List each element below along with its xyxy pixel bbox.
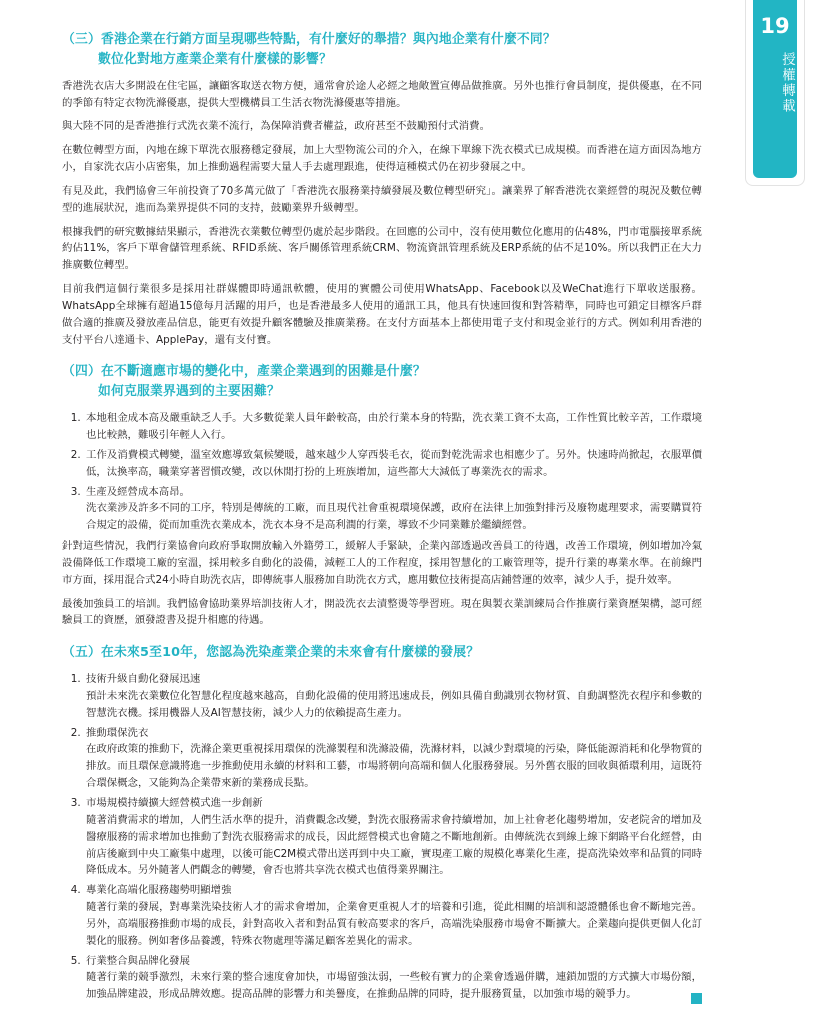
side-tab-label: 授權轉載 (779, 52, 795, 114)
list-item (84, 795, 702, 879)
list-item-title: 2. 推動環保洗衣 (86, 726, 149, 739)
section-heading-4-line2: 如何克服業界遇到的主要困難？ (98, 384, 280, 400)
paragraph: 香港洗衣店大多開設在住宅區，讓顧客取送衣物方便，通常會於途人必經之地敞置宣傳品做推廣。另外也推行會員制度，提供優惠，在不同的季節有特定衣物洗滌優惠，提供大型機構員工生活衣物洗滌優惠等措施。 (62, 79, 702, 109)
list-item (84, 484, 702, 535)
document-content (62, 30, 702, 1007)
list-item-detail: 隨著行業的競爭激烈，未來行業的整合速度會加快，市場留強汰弱，一些較有實力的企業會透過併購，連鎖加盟的方式擴大市場份額，加強品牌建設，形成品牌效應。提高品牌的影響力和美譽度，在推動品牌的同時，提升服務質量，以加強市場的競爭力。 (86, 971, 702, 1001)
paragraph: 最後加強員工的培訓。我們協會協助業界培訓技術人才，開設洗衣去漬整燙等學習班。現在與製衣業訓練局合作推廣行業資歷架構，認可經驗員工的資歷，頒發證書及提升相應的待遇。 (62, 597, 702, 627)
section-heading-3 (62, 30, 702, 70)
list-item-detail: 預計未來洗衣業數位化智慧化程度越來越高，自動化設備的使用將迅速成長，例如具備自動識別衣物材質、自動調整洗衣程序和參數的智慧洗衣機。採用機器人及AI智慧技術，減少人力的依賴提高生產力。 (86, 689, 702, 719)
list-item (84, 410, 702, 444)
list-item-title: 1. 技術升級自動化發展迅速 (86, 673, 201, 686)
list-item-detail: 隨著行業的發展，對專業洗染技術人才的需求會增加，企業會更重視人才的培養和引進，從此相關的培訓和認證體係也會不斷地完善。 (86, 901, 702, 914)
list-item (84, 671, 702, 722)
paragraph: 與大陸不同的是香港推行式洗衣業不流行，為保障消費者權益，政府甚至不鼓勵預付式消費。 (62, 120, 491, 133)
section-heading-5 (62, 643, 702, 663)
section-heading-4-line1: （四）在不斷適應市場的變化中，產業企業遇到的困難是什麼？ (62, 364, 426, 380)
paragraph: 針對這些情況，我們行業協會向政府爭取開放輸入外籍勞工，緩解人手緊缺，企業內部透過改善員工的待遇，改善工作環境，例如增加冷氣設備降低工作環境工廠的室溫，採用較多自動化的設備，減輕工人的工作程度，採用智慧化的工廠管理等，提升行業的專業水準。在前線門市方面，採用混合式24小時自助洗衣店，即傳統事人服務加自助洗衣方式，應用數位技術提高店鋪營運的效率，減少人手，提升效率。 (62, 540, 702, 586)
list-item (84, 882, 702, 949)
list-item-title: 3. 生產及經營成本高昂。 (86, 485, 190, 498)
list-item (84, 725, 702, 792)
paragraph: 有見及此，我們協會三年前投資了70多萬元做了「香港洗衣服務業持續發展及數位轉型研究」。讓業界了解香港洗衣業經營的現況及數位轉型的進展狀況，進而為業界提供不同的支持，鼓勵業界升級轉型。 (62, 184, 702, 214)
list-item-title: 5. 行業整合與品牌化發展 (86, 954, 190, 967)
page-number: 19 (760, 14, 790, 38)
list-item-detail: 隨著消費需求的增加，人們生活水準的提升，消費觀念改變，對洗衣服務需求會持續增加，加上社會老化趨勢增加，安老院舍的增加及醫療服務的需求增加也推動了對洗衣服務需求的成長，因此經營模式也會隨之不斷地創新。由傳統洗衣到線上線下網路平台化經營，由前店後廠到中央工廠集中處理，以後可能C2M模式帶出送再到中央工廠，實現產工廠的規模化專業化生產，提高洗染效率和品質的同時降低成本。另外隨著人們觀念的轉變，會否也將共享洗衣模式也值得業界關注。 (86, 813, 702, 877)
page-side-tab (753, 0, 797, 178)
list-item-detail-2: 另外，高端服務推動市場的成長，針對高收入者和對品質有較高要求的客戶，高端洗染服務市場會不斷擴大。企業趨向提供更個人化訂製化的服務。例如奢侈品養護，特殊衣物處理等滿足顧客差異化的需求。 (86, 917, 702, 947)
list-item-text: 本地租金成本高及嚴重缺乏人手。大多數從業人員年齡較高，由於行業本身的特點，洗衣業工資不太高，工作性質比較辛苦，工作環境也比較熱，難吸引年輕人入行。 (86, 412, 702, 441)
section-heading-3-line1: （三）香港企業在行銷方面呈現哪些特點，有什麼好的舉措？與內地企業有什麼不同？ (62, 32, 556, 47)
list-item-detail: 在政府政策的推動下，洗滌企業更重視採用環保的洗滌製程和洗滌設備，洗滌材料，以減少對環境的污染，降低能源消耗和化學物質的排放。而且環保意識將進一步推動使用永續的材料和工藝，市場將朝向高端和個人化服務發展。另外舊衣服的回收與循環利用，這既符合環保概念，又能夠為企業帶來新的業務成長點。 (86, 743, 702, 790)
section-heading-5-line1: （五）在未來5至10年，您認為洗染產業企業的未來會有什麼樣的發展？ (62, 645, 480, 661)
section-heading-3-line2: 數位化對地方產業企業有什麼樣的影響？ (98, 51, 332, 67)
list-item (84, 447, 702, 481)
paragraph: 目前我們這個行業很多是採用社群媒體即時通訊軟體，使用的實體公司使用WhatsApp、Facebook以及WeChat進行下單收送服務。WhatsApp全球擁有超過15億每月活躍的用戶，也是香港最多人使用的通訊工具，他具有快速回復和對答精準，同時也可鎖定目標客戶群做合適的推廣及發放產品信息，能更有效提升顧客體驗及推廣業務。在支付方面基本上都使用電子支付和現金並行的方式。例如利用香港的支付平台八達通卡、ApplePay，還有支付寶。 (62, 283, 702, 346)
paragraph: 在數位轉型方面，內地在線下單洗衣服務穩定發展，加上大型物流公司的介入，在線下單線下洗衣模式已成規模。而香港在這方面因為地方小，自家洗衣店小店密集，加上推動過程需要大量人手去處理跟進，使得這種模式仍在初步發展之中。 (62, 144, 702, 174)
list-item (84, 953, 702, 1004)
list-item-detail: 洗衣業涉及許多不同的工序，特別是傳統的工廠，而且現代社會重視環境保護，政府在法律上加強對排污及廢物處理要求，需要購買符合規定的設備，從而加重洗衣業成本，洗衣本身不是高利潤的行業，導致不少同業難於繼續經營。 (86, 502, 702, 532)
paragraph: 根據我們的研究數據結果顯示，香港洗衣業數位轉型仍處於起步階段。在回應的公司中，沒有使用數位化應用的佔48%，門市電腦接單系統約佔11%，客戶下單會儲管理系統、RFID系統、客戶關係管理系統CRM、物流資訊管理系統及ERP系統的佔不足10%。所以我們正在大力推廣數位轉型。 (62, 225, 702, 272)
section-heading-4 (62, 362, 702, 402)
list-item-title: 4. 專業化高端化服務趨勢明顯增強 (86, 884, 232, 897)
list-item-text: 工作及消費模式轉變，溫室效應導致氣候變暖，越來越少人穿西裝毛衣，從而對乾洗需求也相應少了。另外。快速時尚掀起，衣服單價低，汰換率高，職業穿著習慣改變，改以休閒打扮的上班族增加，這些都大大減低了專業洗衣的需求。 (86, 448, 702, 478)
end-of-article-mark (691, 993, 702, 1004)
difficulty-list (62, 410, 702, 534)
future-development-list (62, 671, 702, 1003)
list-item-title: 3. 市場規模持續擴大經營模式進一步創新 (86, 796, 263, 809)
